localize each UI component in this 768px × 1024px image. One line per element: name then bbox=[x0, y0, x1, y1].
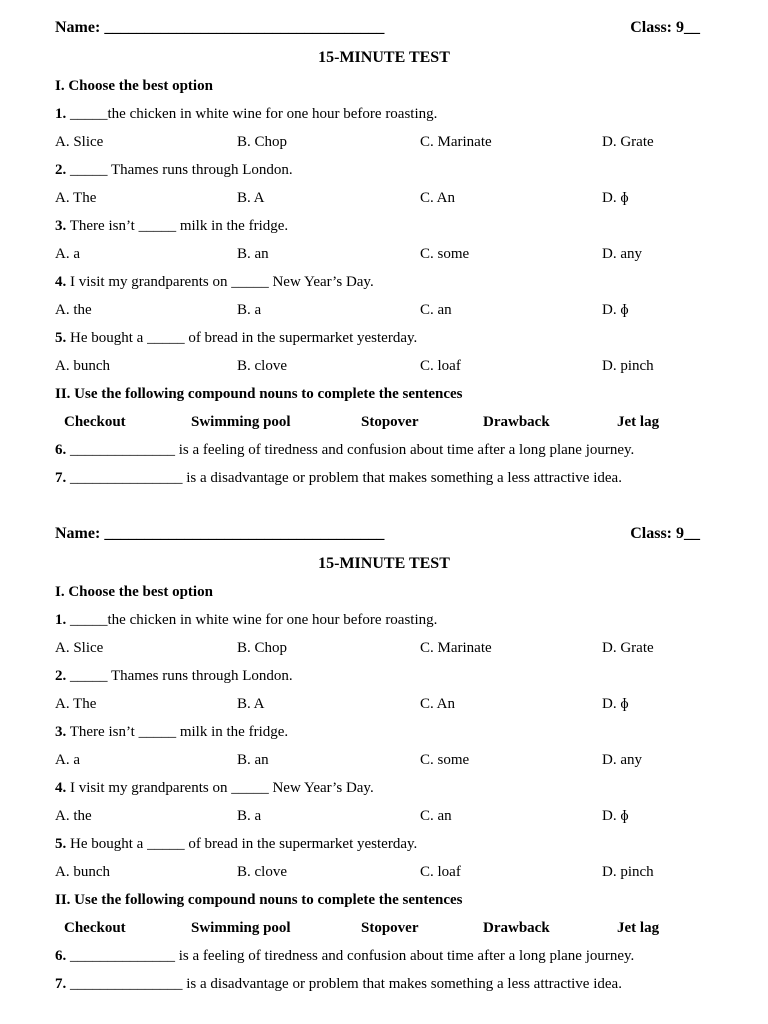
option-c[interactable]: C. an bbox=[420, 302, 452, 318]
option-d[interactable]: D. Grate bbox=[602, 134, 654, 150]
noun-drawback: Drawback bbox=[483, 414, 550, 430]
option-c[interactable]: C. some bbox=[420, 246, 470, 262]
test-title: 15-MINUTE TEST bbox=[318, 49, 450, 66]
header-row bbox=[55, 524, 700, 544]
question-text: I visit my grandparents on _____ New Year’s Day. bbox=[66, 780, 374, 796]
option-c[interactable]: C. Marinate bbox=[420, 134, 492, 150]
noun-swimming-pool: Swimming pool bbox=[191, 414, 291, 430]
question-text: I visit my grandparents on _____ New Year’s Day. bbox=[66, 274, 374, 290]
sentence-7 bbox=[55, 468, 700, 488]
options-row-1 bbox=[55, 638, 700, 658]
options-row-2 bbox=[55, 188, 700, 208]
question-number: 2. bbox=[55, 162, 67, 178]
option-a[interactable]: A. the bbox=[55, 808, 92, 824]
class-field[interactable]: Class: 9__ bbox=[630, 19, 700, 36]
question-text: There isn’t _____ milk in the fridge. bbox=[66, 218, 289, 234]
option-c[interactable]: C. An bbox=[420, 190, 456, 206]
sentence-number: 7. bbox=[55, 976, 67, 992]
option-a[interactable]: A. The bbox=[55, 696, 97, 712]
option-d[interactable]: D. any bbox=[602, 752, 642, 768]
options-row-2 bbox=[55, 694, 700, 714]
option-b[interactable]: B. a bbox=[237, 302, 262, 318]
question-number: 5. bbox=[55, 330, 67, 346]
noun-checkout: Checkout bbox=[64, 414, 126, 430]
option-d[interactable]: D. pinch bbox=[602, 358, 654, 374]
question-text: _____ Thames runs through London. bbox=[66, 668, 293, 684]
options-row-1 bbox=[55, 132, 700, 152]
question-2 bbox=[55, 160, 700, 180]
option-c[interactable]: C. loaf bbox=[420, 358, 461, 374]
question-5 bbox=[55, 328, 700, 348]
question-text: _____ Thames runs through London. bbox=[66, 162, 293, 178]
option-b[interactable]: B. clove bbox=[237, 358, 287, 374]
sentence-6 bbox=[55, 946, 700, 966]
sentence-number: 6. bbox=[55, 442, 67, 458]
option-c[interactable]: C. An bbox=[420, 696, 456, 712]
option-b[interactable]: B. an bbox=[237, 752, 269, 768]
sentence-text: ______________ is a feeling of tiredness and confusion about time after a long plane journey. bbox=[66, 948, 635, 964]
option-b[interactable]: B. A bbox=[237, 696, 265, 712]
option-d[interactable]: D. ɸ bbox=[602, 808, 629, 824]
question-text: There isn’t _____ milk in the fridge. bbox=[66, 724, 289, 740]
option-a[interactable]: A. a bbox=[55, 246, 80, 262]
option-d[interactable]: D. any bbox=[602, 246, 642, 262]
option-d[interactable]: D. ɸ bbox=[602, 190, 629, 206]
question-number: 1. bbox=[55, 106, 67, 122]
question-1 bbox=[55, 610, 700, 630]
option-a[interactable]: A. the bbox=[55, 302, 92, 318]
noun-jet-lag: Jet lag bbox=[617, 414, 660, 430]
sentence-text: _______________ is a disadvantage or problem that makes something a less attractive idea. bbox=[66, 470, 622, 486]
question-5 bbox=[55, 834, 700, 854]
name-field[interactable]: Name: ___________________________________ bbox=[55, 19, 385, 36]
question-4 bbox=[55, 778, 700, 798]
option-a[interactable]: A. a bbox=[55, 752, 80, 768]
section-2-heading: II. Use the following compound nouns to complete the sentences bbox=[55, 386, 463, 402]
question-text: _____the chicken in white wine for one hour before roasting. bbox=[66, 106, 438, 122]
sentence-number: 6. bbox=[55, 948, 67, 964]
option-d[interactable]: D. ɸ bbox=[602, 302, 629, 318]
section-2-heading: II. Use the following compound nouns to complete the sentences bbox=[55, 892, 463, 908]
question-number: 3. bbox=[55, 218, 67, 234]
option-a[interactable]: A. bunch bbox=[55, 864, 110, 880]
question-1 bbox=[55, 104, 700, 124]
question-number: 4. bbox=[55, 274, 67, 290]
compound-nouns-row bbox=[55, 412, 700, 432]
section-1-heading: I. Choose the best option bbox=[55, 78, 213, 94]
compound-nouns-row bbox=[55, 918, 700, 938]
noun-stopover: Stopover bbox=[361, 920, 419, 936]
header-row bbox=[55, 18, 700, 38]
question-text: He bought a _____ of bread in the supermarket yesterday. bbox=[66, 330, 418, 346]
option-d[interactable]: D. pinch bbox=[602, 864, 654, 880]
class-field[interactable]: Class: 9__ bbox=[630, 525, 700, 542]
question-number: 3. bbox=[55, 724, 67, 740]
option-b[interactable]: B. clove bbox=[237, 864, 287, 880]
options-row-3 bbox=[55, 750, 700, 770]
noun-swimming-pool: Swimming pool bbox=[191, 920, 291, 936]
noun-jet-lag: Jet lag bbox=[617, 920, 660, 936]
option-b[interactable]: B. A bbox=[237, 190, 265, 206]
option-a[interactable]: A. Slice bbox=[55, 134, 104, 150]
option-b[interactable]: B. Chop bbox=[237, 640, 288, 656]
option-b[interactable]: B. a bbox=[237, 808, 262, 824]
question-3 bbox=[55, 722, 700, 742]
option-c[interactable]: C. an bbox=[420, 808, 452, 824]
options-row-5 bbox=[55, 356, 700, 376]
question-number: 4. bbox=[55, 780, 67, 796]
question-text: He bought a _____ of bread in the supermarket yesterday. bbox=[66, 836, 418, 852]
option-a[interactable]: A. Slice bbox=[55, 640, 104, 656]
sentence-text: _______________ is a disadvantage or problem that makes something a less attractive idea. bbox=[66, 976, 622, 992]
option-a[interactable]: A. bunch bbox=[55, 358, 110, 374]
options-row-4 bbox=[55, 300, 700, 320]
option-c[interactable]: C. loaf bbox=[420, 864, 461, 880]
question-2 bbox=[55, 666, 700, 686]
option-b[interactable]: B. Chop bbox=[237, 134, 288, 150]
noun-stopover: Stopover bbox=[361, 414, 419, 430]
option-c[interactable]: C. Marinate bbox=[420, 640, 492, 656]
options-row-4 bbox=[55, 806, 700, 826]
sentence-number: 7. bbox=[55, 470, 67, 486]
question-number: 2. bbox=[55, 668, 67, 684]
options-row-5 bbox=[55, 862, 700, 882]
question-number: 5. bbox=[55, 836, 67, 852]
question-number: 1. bbox=[55, 612, 67, 628]
sentence-6 bbox=[55, 440, 700, 460]
noun-drawback: Drawback bbox=[483, 920, 550, 936]
option-d[interactable]: D. Grate bbox=[602, 640, 654, 656]
option-a[interactable]: A. The bbox=[55, 190, 97, 206]
option-b[interactable]: B. an bbox=[237, 246, 269, 262]
sentence-text: ______________ is a feeling of tiredness and confusion about time after a long plane journey. bbox=[66, 442, 635, 458]
option-c[interactable]: C. some bbox=[420, 752, 470, 768]
question-text: _____the chicken in white wine for one hour before roasting. bbox=[66, 612, 438, 628]
section-1-heading: I. Choose the best option bbox=[55, 584, 213, 600]
question-4 bbox=[55, 272, 700, 292]
options-row-3 bbox=[55, 244, 700, 264]
name-field[interactable]: Name: ___________________________________ bbox=[55, 525, 385, 542]
test-title: 15-MINUTE TEST bbox=[318, 555, 450, 572]
noun-checkout: Checkout bbox=[64, 920, 126, 936]
sentence-7 bbox=[55, 974, 700, 994]
option-d[interactable]: D. ɸ bbox=[602, 696, 629, 712]
question-3 bbox=[55, 216, 700, 236]
